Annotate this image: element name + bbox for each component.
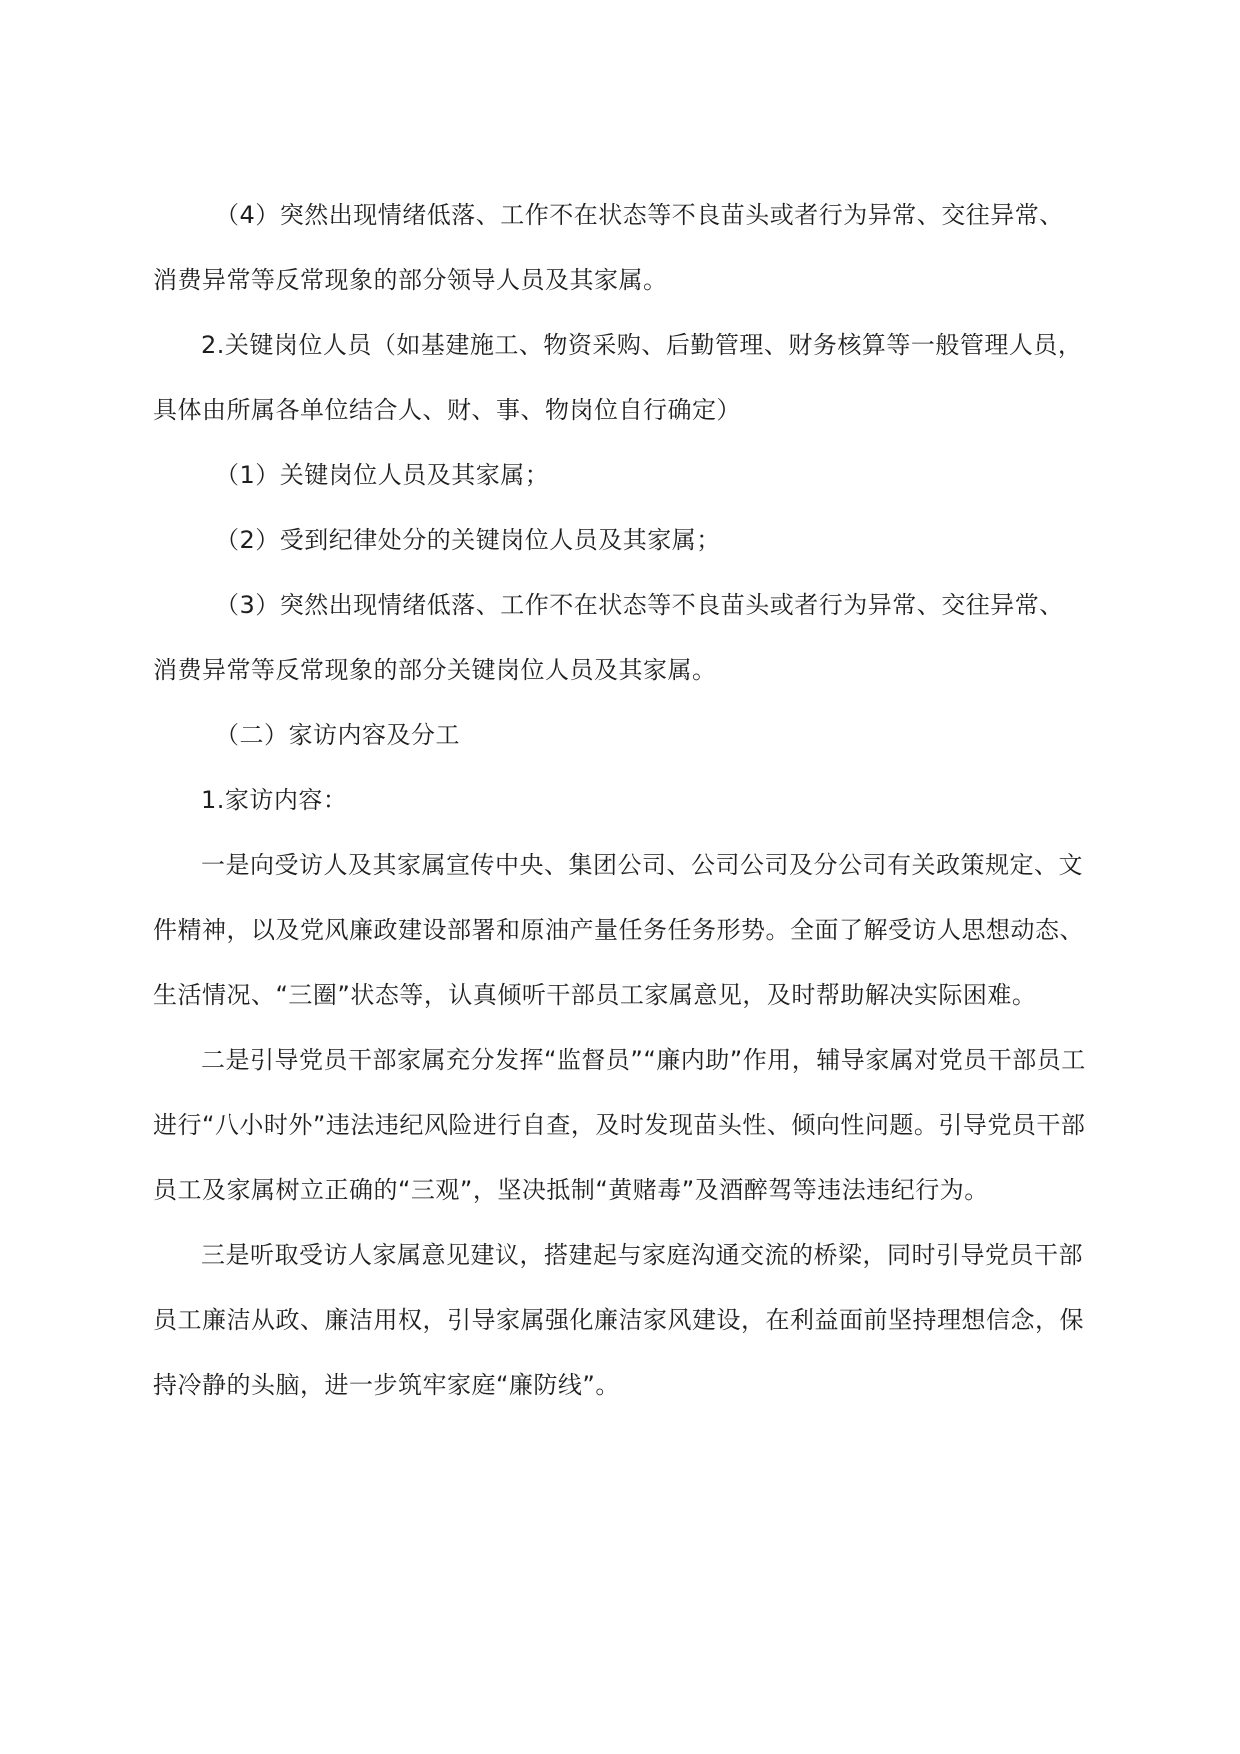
subheading-visit-content: 1.家访内容： (201, 786, 348, 814)
paragraph-visit-item-3: 三是听取受访人家属意见建议，搭建起与家庭沟通交流的桥梁，同时引导党员干部员工廉洁从政、廉洁用权，引导家属强化廉洁家风建设，在利益面前坚持理想信念，保持冷静的头脑，进一步筑牢家庭“廉防线”。 (153, 1241, 1084, 1399)
paragraph-key-post-item-2: （2）受到纪律处分的关键岗位人员及其家属； (215, 526, 721, 554)
paragraph-key-post-item-3: （3）突然出现情绪低落、工作不在状态等不良苗头或者行为异常、交往异常、消费异常等反常现象的部分关键岗位人员及其家属。 (153, 591, 1064, 684)
paragraph-leader-abnormal-behavior: （4）突然出现情绪低落、工作不在状态等不良苗头或者行为异常、交往异常、消费异常等反常现象的部分领导人员及其家属。 (153, 201, 1064, 294)
paragraph-visit-item-2: 二是引导党员干部家属充分发挥“监督员”“廉内助”作用，辅导家属对党员干部员工进行“八小时外”违法违纪风险进行自查，及时发现苗头性、倾向性问题。引导党员干部员工及家属树立正确的“三观”，坚决抵制“黄赌毒”及酒醉驾等违法违纪行为。 (153, 1046, 1086, 1204)
paragraph-key-post-personnel: 2.关键岗位人员（如基建施工、物资采购、后勤管理、财务核算等一般管理人员，具体由所属各单位结合人、财、事、物岗位自行确定） (153, 331, 1083, 424)
paragraph-visit-item-1: 一是向受访人及其家属宣传中央、集团公司、公司公司及分公司有关政策规定、文件精神，以及党风廉政建设部署和原油产量任务任务形势。全面了解受访人思想动态、生活情况、“三圈”状态等，认真倾听干部员工家属意见，及时帮助解决实际困难。 (153, 851, 1084, 1009)
section-heading-visit-content: （二）家访内容及分工 (215, 721, 460, 749)
paragraph-key-post-item-1: （1）关键岗位人员及其家属； (215, 461, 550, 489)
document-body (153, 183, 1088, 1418)
